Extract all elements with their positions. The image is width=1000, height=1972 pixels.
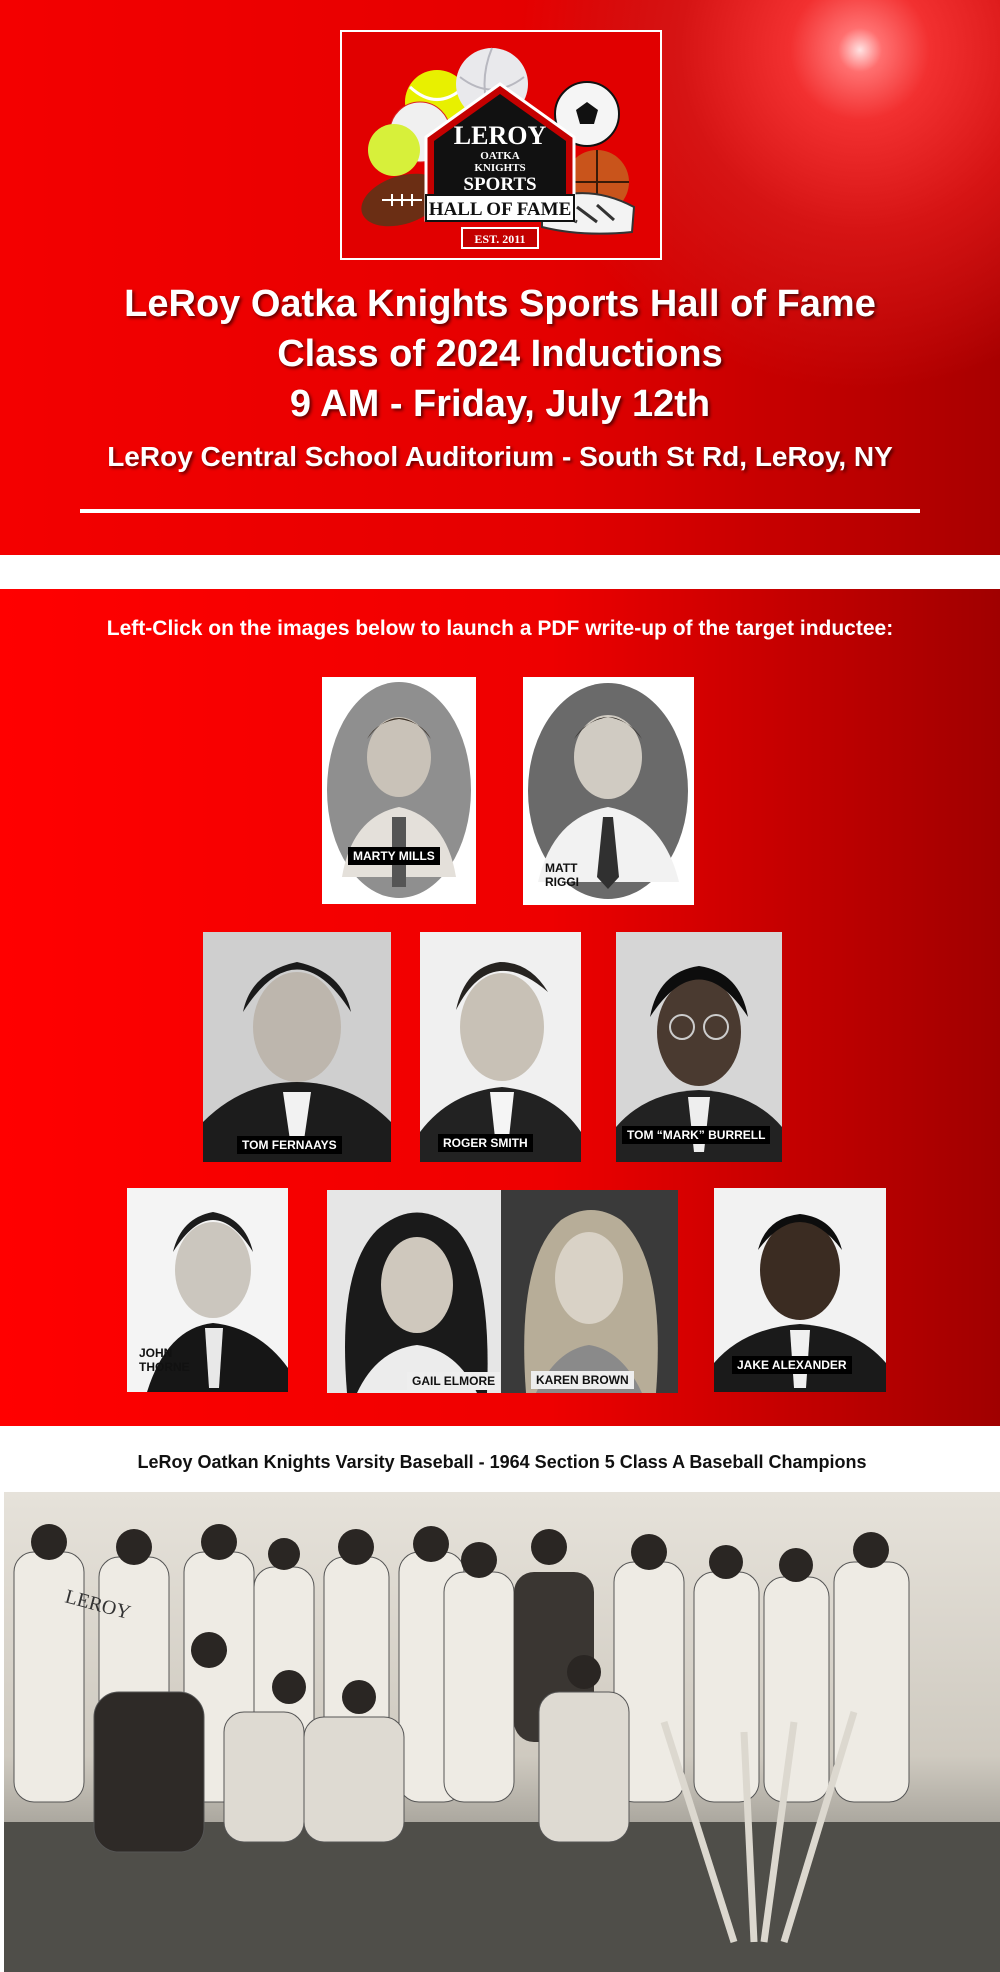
inductees-section [0, 589, 1000, 1426]
portrait-image [501, 1190, 678, 1393]
team-photo-caption: LeRoy Oatkan Knights Varsity Baseball - 1964 Section 5 Class A Baseball Champions [137, 1452, 867, 1472]
inductee-caption: JAKE ALEXANDER [732, 1356, 852, 1374]
inductee-photo-jake-alexander[interactable] [714, 1188, 886, 1392]
logo-graphic [342, 32, 660, 258]
inductee-photo-tom-fernaays[interactable] [203, 932, 391, 1162]
inductee-photo-gail-elmore[interactable] [327, 1190, 501, 1393]
inductee-photo-john-thorne[interactable] [127, 1188, 288, 1392]
portrait-image [322, 677, 476, 904]
header-banner [0, 0, 1000, 555]
inductee-caption: KAREN BROWN [531, 1371, 634, 1389]
inductee-caption: MARTY MILLS [348, 847, 440, 865]
inductee-photo-roger-smith[interactable] [420, 932, 581, 1162]
portrait-image [420, 932, 581, 1162]
instruction-text: Left-Click on the images below to launch a PDF write-up of the target inductee: [106, 617, 894, 640]
inductee-photo-tom-mark-burrell[interactable] [616, 932, 782, 1162]
hall-of-fame-logo[interactable] [340, 30, 662, 260]
page-title: LeRoy Oatka Knights Sports Hall of Fame [124, 283, 876, 325]
inductee-photo-matt-riggi[interactable] [523, 677, 694, 905]
portrait-image [203, 932, 391, 1162]
logo-sports-text: SPORTS [463, 174, 537, 195]
logo-knights-text: KNIGHTS [474, 162, 526, 174]
team-photo-image [4, 1492, 1000, 1972]
portrait-image [327, 1190, 501, 1393]
logo-hall-of-fame-text: HALL OF FAME [428, 199, 572, 220]
logo-oatka-text: OATKA [480, 150, 520, 162]
section-gap [0, 555, 1000, 589]
softball-icon [368, 124, 420, 176]
logo-est-text: EST. 2011 [474, 232, 526, 246]
inductee-photo-karen-brown[interactable] [501, 1190, 678, 1393]
inductee-caption: ROGER SMITH [438, 1134, 533, 1152]
header-divider [80, 509, 920, 513]
team-photo-caption-bar [4, 1426, 1000, 1492]
page-subtitle: Class of 2024 Inductions [277, 333, 723, 375]
inductee-caption: TOM “MARK” BURRELL [622, 1126, 770, 1144]
event-location: LeRoy Central School Auditorium - South St Rd, LeRoy, NY [107, 441, 893, 472]
logo-leroy-text: LEROY [453, 121, 547, 150]
team-photo [4, 1492, 1000, 1972]
inductee-caption: GAIL ELMORE [407, 1372, 500, 1390]
inductee-photo-marty-mills[interactable] [322, 677, 476, 904]
inductee-caption: JOHN THORNE [139, 1346, 190, 1374]
jersey-text: LEROY [62, 1585, 133, 1625]
inductee-caption: MATT RIGGI [545, 861, 580, 889]
inductee-caption: TOM FERNAAYS [237, 1136, 342, 1154]
event-time: 9 AM - Friday, July 12th [289, 383, 711, 425]
